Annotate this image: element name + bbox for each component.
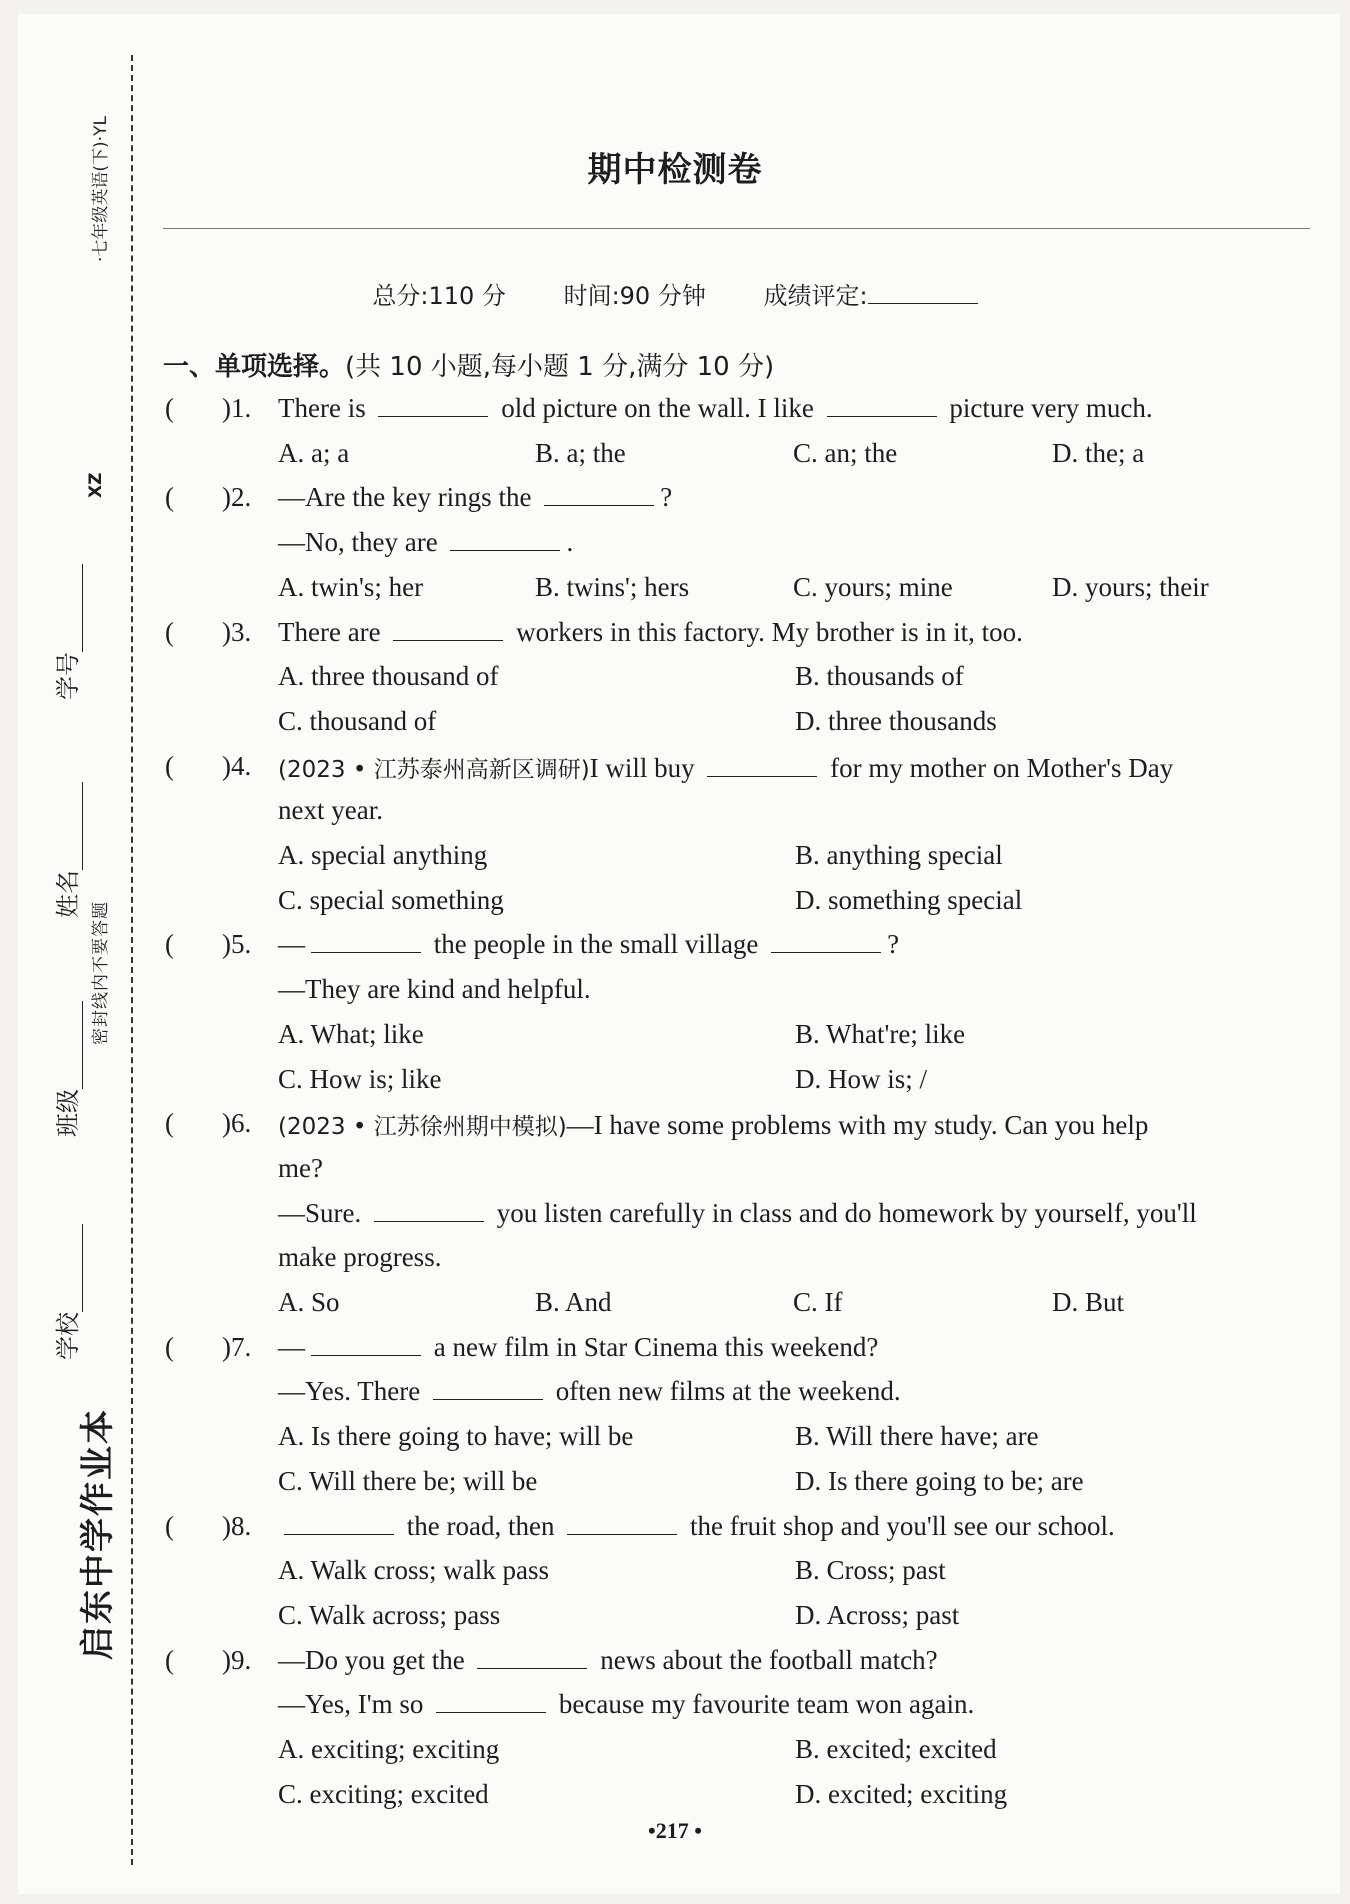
option-d[interactable]: D. How is; / <box>795 1063 928 1094</box>
question-text <box>278 527 573 558</box>
question-text <box>278 1153 323 1184</box>
question-text-segment: — <box>278 929 305 960</box>
answer-blank[interactable] <box>378 394 488 417</box>
option-d[interactable]: D. the; a <box>1052 437 1145 468</box>
section-heading <box>163 346 774 383</box>
seal-notice: 密封线内不要答题 <box>91 901 111 1045</box>
question-text <box>278 974 591 1005</box>
question-text-segment: There is <box>278 393 373 423</box>
page-title: 期中检测卷 <box>587 150 763 190</box>
option-c[interactable]: C. thousand of <box>278 705 437 736</box>
option-d[interactable]: D. excited; exciting <box>795 1778 1008 1809</box>
answer-bracket[interactable]: ( )6. <box>165 1108 252 1139</box>
page-number: •217 • <box>648 1818 702 1843</box>
question-text-segment: next year. <box>278 795 383 826</box>
question-source: (2023 • 江苏徐州期中模拟) <box>278 1114 567 1141</box>
option-a[interactable]: A. a; a <box>278 437 350 468</box>
option-b[interactable]: B. thousands of <box>795 661 964 692</box>
option-c[interactable]: C. If <box>793 1287 843 1317</box>
question-text-segment: —Are the key rings the <box>278 482 539 513</box>
question-text <box>278 929 899 960</box>
option-a[interactable]: A. So <box>278 1287 340 1317</box>
question-text <box>278 482 672 513</box>
question-text <box>278 1511 1115 1542</box>
rating: 成绩评定: <box>763 282 977 310</box>
question-text <box>278 1689 974 1720</box>
question-text-segment: —Yes, I'm so <box>278 1689 431 1720</box>
question-text-segment: old picture on the wall. I like <box>494 393 821 423</box>
question-text-segment: the fruit shop and you'll see our school. <box>683 1510 1115 1541</box>
question-source: (2023 • 江苏泰州高新区调研) <box>278 756 590 783</box>
question-text-segment: me? <box>278 1152 323 1183</box>
answer-blank[interactable] <box>544 483 654 506</box>
option-a[interactable]: A. Is there going to have; will be <box>278 1421 634 1452</box>
answer-bracket[interactable]: ( )9. <box>165 1644 252 1675</box>
question-text-segment: a new film in Star Cinema this weekend? <box>427 1331 879 1362</box>
answer-blank[interactable] <box>311 1333 421 1356</box>
question-number: )9. <box>222 1644 252 1675</box>
time-limit: 时间:90 分钟 <box>563 282 706 310</box>
question-text-segment: make progress. <box>278 1242 442 1273</box>
section-label: 一、单项选择。 <box>163 352 346 382</box>
field-name: 姓名 <box>48 782 83 918</box>
option-d[interactable]: D. Across; past <box>795 1599 960 1630</box>
question-number: )7. <box>222 1331 252 1362</box>
question-text-segment: the road, then <box>400 1510 562 1541</box>
question-text <box>278 617 1023 648</box>
question-text-segment: for my mother on Mother's Day <box>823 752 1174 783</box>
question-text-segment: the people in the small village <box>427 929 766 960</box>
question-text <box>278 1645 938 1676</box>
question-text <box>278 393 1153 424</box>
question-text-segment: . <box>566 527 574 558</box>
question-number: )1. <box>222 393 252 423</box>
question-text-segment: workers in this factory. My brother is in it, too. <box>509 616 1023 647</box>
question-text-segment: because my favourite team won again. <box>552 1689 975 1720</box>
question-text-segment: —They are kind and helpful. <box>278 974 591 1005</box>
question-text-segment: —I have some problems with my study. Can you help <box>566 1110 1149 1141</box>
option-d[interactable]: D. yours; their <box>1052 571 1209 602</box>
answer-blank[interactable] <box>771 930 881 953</box>
answer-bracket[interactable]: ( )5. <box>165 929 252 960</box>
question-number: )8. <box>222 1510 252 1541</box>
option-b[interactable]: B. twins'; hers <box>535 571 690 602</box>
question-text-segment: often new films at the weekend. <box>549 1376 901 1407</box>
school-brand: 启东中学作业本 <box>78 1408 118 1660</box>
question-text <box>278 1332 878 1363</box>
question-text-segment: news about the football match? <box>593 1644 938 1675</box>
option-d[interactable]: D. But <box>1052 1287 1125 1317</box>
rating-blank[interactable] <box>868 283 978 304</box>
option-c[interactable]: C. exciting; excited <box>278 1778 489 1809</box>
question-number: )6. <box>222 1108 252 1139</box>
option-a[interactable]: A. exciting; exciting <box>278 1734 500 1764</box>
option-a[interactable]: A. Walk cross; walk pass <box>278 1555 550 1586</box>
option-b[interactable]: B. Will there have; are <box>795 1421 1039 1452</box>
answer-bracket[interactable]: ( )2. <box>165 482 252 513</box>
question-number: )3. <box>222 616 252 647</box>
option-a[interactable]: A. twin's; her <box>278 571 424 602</box>
option-b[interactable]: B. a; the <box>535 437 626 468</box>
option-b[interactable]: B. anything special <box>795 840 1003 870</box>
option-d[interactable]: D. something special <box>795 884 1023 915</box>
option-a[interactable]: A. three thousand of <box>278 661 499 692</box>
field-class: 班级 <box>48 1001 83 1137</box>
question-number: )5. <box>222 929 252 960</box>
question-text-segment: you listen carefully in class and do homework by yourself, you'll <box>490 1197 1197 1228</box>
answer-bracket[interactable]: ( )8. <box>165 1510 252 1541</box>
question-text-segment: —No, they are <box>278 527 445 558</box>
option-b[interactable]: B. excited; excited <box>795 1734 997 1764</box>
option-d[interactable]: D. three thousands <box>795 705 997 736</box>
answer-blank[interactable] <box>311 930 421 953</box>
field-student-id: 学号 <box>48 564 83 700</box>
answer-bracket[interactable]: ( )4. <box>165 750 252 781</box>
question-text-segment: I will buy <box>589 752 702 783</box>
option-a[interactable]: A. special anything <box>278 840 488 870</box>
answer-blank[interactable] <box>477 1646 587 1669</box>
answer-blank[interactable] <box>707 754 817 777</box>
question-number: )2. <box>222 482 252 513</box>
option-d[interactable]: D. Is there going to be; are <box>795 1465 1084 1496</box>
field-school: 学校 <box>48 1224 83 1360</box>
option-c[interactable]: C. yours; mine <box>793 571 953 602</box>
question-text <box>278 1242 441 1273</box>
question-text <box>278 751 1173 784</box>
option-c[interactable]: C. an; the <box>793 437 898 468</box>
question-text-segment: —Sure. <box>278 1197 368 1228</box>
section-note: (共 10 小题,每小题 1 分,满分 10 分) <box>345 352 775 382</box>
question-number: )4. <box>222 750 252 781</box>
answer-blank[interactable] <box>374 1199 484 1222</box>
option-a[interactable]: A. What; like <box>278 1018 424 1049</box>
answer-bracket[interactable]: ( )3. <box>165 616 252 647</box>
answer-blank[interactable] <box>450 528 560 551</box>
seal-dashed-line <box>131 55 133 1865</box>
total-score: 总分:110 分 <box>372 282 506 310</box>
right-edge-bleed <box>1332 0 1350 1904</box>
answer-blank[interactable] <box>436 1690 546 1713</box>
book-series-logo: XZ <box>86 472 106 498</box>
question-text-segment: ? <box>660 482 673 513</box>
question-text <box>278 1376 901 1407</box>
answer-blank[interactable] <box>567 1512 677 1535</box>
question-text-segment: picture very much. <box>942 393 1153 423</box>
book-title: ·七年级英语(下)·YL <box>91 116 111 262</box>
answer-bracket[interactable]: ( )1. <box>165 393 252 423</box>
question-text-segment: — <box>278 1331 305 1362</box>
answer-blank[interactable] <box>827 394 937 417</box>
question-text <box>278 1108 1148 1141</box>
title-divider <box>163 228 1310 229</box>
question-text-segment: —Yes. There <box>278 1376 428 1407</box>
option-c[interactable]: C. Will there be; will be <box>278 1465 538 1496</box>
answer-blank[interactable] <box>284 1512 394 1535</box>
answer-blank[interactable] <box>393 618 503 641</box>
option-b[interactable]: B. Cross; past <box>795 1555 946 1586</box>
question-text-segment: There are <box>278 616 388 647</box>
question-text-segment: ? <box>887 929 900 960</box>
question-text <box>278 1198 1197 1229</box>
option-c[interactable]: C. Walk across; pass <box>278 1599 501 1630</box>
option-b[interactable]: B. And <box>535 1287 612 1317</box>
option-b[interactable]: B. What're; like <box>795 1018 966 1049</box>
answer-blank[interactable] <box>433 1377 543 1400</box>
option-c[interactable]: C. special something <box>278 884 504 915</box>
answer-bracket[interactable]: ( )7. <box>165 1331 252 1362</box>
exam-meta <box>0 276 1350 311</box>
option-c[interactable]: C. How is; like <box>278 1063 442 1094</box>
question-text-segment: —Do you get the <box>278 1644 472 1675</box>
question-text <box>278 795 383 826</box>
